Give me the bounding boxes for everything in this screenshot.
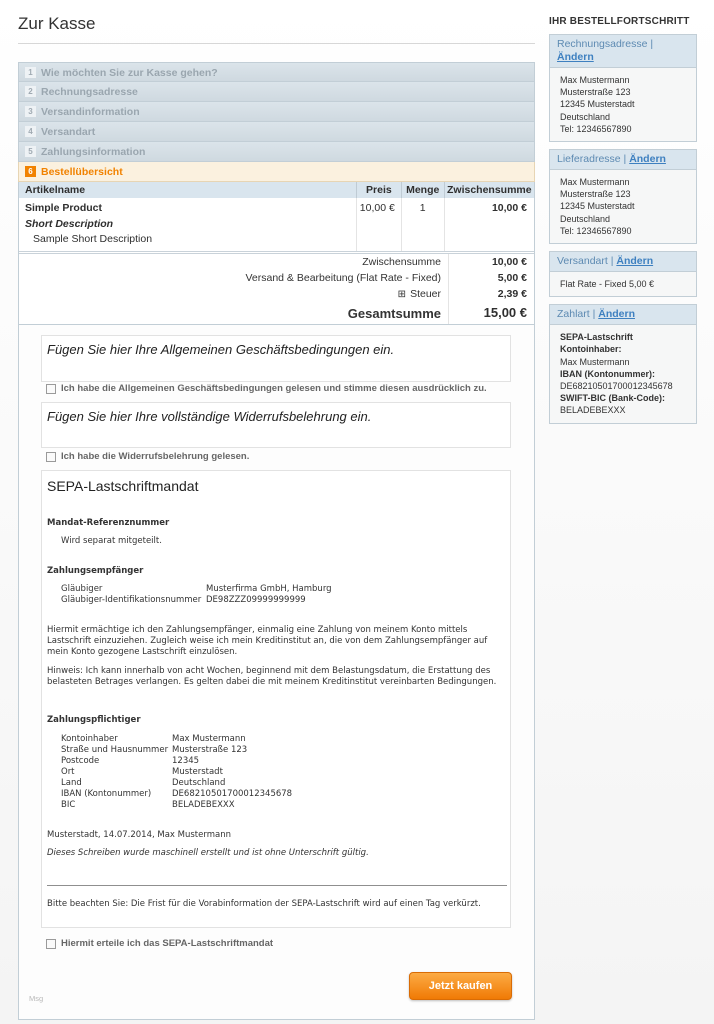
change-billing-link[interactable]: Ändern — [557, 51, 594, 63]
sepa-checkbox[interactable] — [46, 939, 56, 949]
step-shipping-method[interactable] — [18, 122, 535, 142]
step-number: 2 — [25, 86, 36, 97]
sepa-checkbox-label: Hiermit erteile ich das SEPA-Lastschriftmandat — [61, 938, 274, 949]
reference-heading: Mandat-Referenznummer — [47, 518, 170, 528]
payer-value: BELADEBEXXX — [172, 800, 235, 810]
tax-label: Steuer — [410, 288, 441, 300]
address-line: Musterstraße 123 — [560, 87, 631, 98]
notice-text: Bitte beachten Sie: Die Frist für die Vorabinformation der SEPA-Lastschrift wird auf einen Tag verkürzt. — [47, 899, 481, 909]
hint-text: belasteten Betrages verlangen. Es gelten dabei die mit meinem Kreditinstitut vereinbarten Bedingungen. — [47, 677, 497, 687]
step-label: Bestellübersicht — [41, 166, 123, 178]
billing-title: Rechnungsadresse — [557, 38, 648, 50]
checkout-main — [18, 14, 535, 1020]
address-line: Tel: 12346567890 — [560, 225, 632, 236]
payer-value: 12345 — [172, 756, 200, 766]
payer-label: IBAN (Kontonummer) — [61, 789, 152, 799]
tax-row[interactable] — [19, 286, 534, 302]
subtotal-label: Zwischensumme — [362, 256, 441, 268]
widerruf-checkbox[interactable] — [46, 452, 56, 462]
address-line: 12345 Musterstadt — [560, 201, 635, 212]
payment-progress: Zahlart | Ändern SEPA-Lastschrift Kontoinhaber: Max Mustermann IBAN (Kontonummer): DE68210501700012345678 SWIFT-BIC (Bank-Code): BELADEBEXXX — [549, 304, 697, 423]
column-header: Artikelname — [19, 182, 356, 198]
column-header: Menge — [401, 182, 444, 198]
hint-text: Hinweis: Ich kann innerhalb von acht Wochen, beginnend mit dem Belastungsdatum, die Erstattung des — [47, 666, 491, 676]
shipping-progress: Lieferadresse | Ändern Max Mustermann Musterstraße 123 12345 Musterstadt Deutschland Tel: 12346567890 — [549, 149, 697, 244]
shipping-row — [19, 270, 534, 286]
progress-sidebar — [549, 16, 697, 431]
machine-note: Dieses Schreiben wurde maschinell erstellt und ist ohne Unterschrift gültig. — [47, 848, 369, 858]
shipping-method-value: Flat Rate - Fixed 5,00 € — [560, 279, 655, 290]
bic-value: BELADEBEXXX — [560, 405, 626, 416]
payer-value: Max Mustermann — [172, 734, 246, 744]
divider — [47, 885, 507, 886]
shipping-title: Lieferadresse — [557, 153, 621, 166]
checkout-steps — [18, 62, 535, 182]
address-line: Musterstraße 123 — [560, 189, 631, 200]
item-price: 10,00 € — [356, 198, 401, 251]
step-review — [18, 162, 535, 182]
creditor-value: Musterfirma GmbH, Hamburg — [206, 584, 332, 594]
payer-label: Ort — [61, 767, 75, 777]
creditor-id-value: DE98ZZZ09999999999 — [206, 595, 306, 605]
grand-total-value: 15,00 € — [448, 302, 534, 324]
address-line: Deutschland — [560, 111, 611, 122]
step-label: Rechnungsadresse — [41, 86, 138, 98]
step-number: 5 — [25, 146, 36, 157]
step-payment[interactable] — [18, 142, 535, 162]
shipping-label: Versand & Bearbeitung (Flat Rate - Fixed) — [245, 272, 441, 284]
buy-now-button[interactable]: Jetzt kaufen — [409, 972, 512, 1000]
page-title: Zur Kasse — [18, 14, 535, 44]
payer-label: Kontoinhaber — [61, 734, 118, 744]
address-line: Max Mustermann — [560, 177, 630, 188]
agreements-section — [18, 325, 535, 1020]
agb-checkbox-row[interactable] — [46, 383, 487, 394]
payment-method: SEPA-Lastschrift — [560, 332, 633, 343]
signature-line: Musterstadt, 14.07.2014, Max Mustermann — [47, 830, 231, 840]
table-row — [19, 198, 534, 251]
change-payment-link[interactable]: Ändern — [598, 308, 635, 321]
address-line: Deutschland — [560, 213, 611, 224]
step-billing[interactable] — [18, 82, 535, 102]
address-line: Tel: 12346567890 — [560, 123, 632, 134]
agb-checkbox[interactable] — [46, 384, 56, 394]
sidebar-title: IHR BESTELLFORTSCHRITT — [549, 16, 690, 27]
column-header: Zwischensumme — [444, 182, 534, 198]
step-number: 3 — [25, 106, 36, 117]
widerruf-box — [41, 402, 511, 448]
subtotal-row — [19, 254, 534, 270]
bic-label: SWIFT-BIC (Bank-Code): — [560, 393, 665, 404]
payer-heading: Zahlungspflichtiger — [47, 715, 141, 725]
holder-value: Max Mustermann — [560, 356, 630, 367]
grand-total-label: Gesamtsumme — [347, 305, 441, 321]
iban-value: DE68210501700012345678 — [560, 381, 673, 392]
payer-value: Musterstadt — [172, 767, 223, 777]
order-totals — [19, 251, 534, 324]
faint-label: Msg — [29, 994, 44, 1003]
product-name: Simple Product — [25, 202, 103, 214]
step-label: Zahlungsinformation — [41, 146, 146, 158]
expand-icon[interactable]: ⊞ — [397, 289, 407, 300]
address-line: 12345 Musterstadt — [560, 99, 635, 110]
agb-checkbox-label: Ich habe die Allgemeinen Geschäftsbedingungen gelesen und stimme diesen ausdrücklich zu. — [61, 383, 487, 394]
payer-value: DE68210501700012345678 — [172, 789, 293, 799]
authorization-text: Lastschrift einzuziehen. Zugleich weise ich mein Kreditinstitut an, die von dem Zahlungsempfänger auf — [47, 636, 488, 646]
payer-label: Postcode — [61, 756, 100, 766]
grand-total-row — [19, 302, 534, 324]
step-number: 4 — [25, 126, 36, 137]
reference-text: Wird separat mitgeteilt. — [61, 536, 162, 546]
change-shipping-method-link[interactable]: Ändern — [616, 255, 654, 268]
address-line: Max Mustermann — [560, 75, 630, 85]
step-label: Wie möchten Sie zur Kasse gehen? — [41, 67, 218, 79]
sepa-checkbox-row[interactable] — [46, 938, 273, 949]
step-label: Versandart — [41, 126, 96, 138]
widerruf-text: Fügen Sie hier Ihre vollständige Widerrufsbelehrung ein. — [47, 409, 372, 424]
change-shipping-link[interactable]: Ändern — [629, 153, 666, 166]
iban-label: IBAN (Kontonummer): — [560, 368, 655, 379]
payer-value: Musterstraße 123 — [172, 745, 248, 755]
widerruf-checkbox-label: Ich habe die Widerrufsbelehrung gelesen. — [61, 451, 250, 462]
order-review — [18, 182, 535, 325]
shipping-method-progress: Versandart | Ändern Flat Rate - Fixed 5,00 € — [549, 251, 697, 297]
authorization-text: mein Konto gezogene Lastschrift einzulösen. — [47, 647, 238, 657]
tax-value: 2,39 € — [448, 286, 534, 302]
step-shipping-info[interactable] — [18, 102, 535, 122]
payer-label: Land — [61, 778, 82, 788]
short-description: Sample Short Description — [33, 233, 153, 245]
payer-label: BIC — [61, 800, 76, 810]
payer-label: Straße und Hausnummer — [61, 745, 169, 755]
holder-label: Kontoinhaber: — [560, 344, 622, 355]
shipping-method-title: Versandart — [557, 255, 608, 268]
authorization-text: Hiermit ermächtige ich den Zahlungsempfänger, einmalig eine Zahlung von meinem Konto mittels — [47, 625, 468, 635]
subtotal-value: 10,00 € — [448, 254, 534, 270]
payment-title: Zahlart — [557, 308, 590, 321]
billing-progress: Rechnungsadresse | Ändern Max Mustermann Musterstraße 123 12345 Musterstadt Deutschland Tel: 12346567890 — [549, 34, 697, 142]
step-number: 6 — [25, 166, 36, 177]
shipping-value: 5,00 € — [448, 270, 534, 286]
sepa-mandate-box — [41, 470, 511, 928]
sepa-title: SEPA-Lastschriftmandat — [47, 478, 199, 494]
payer-value: Deutschland — [172, 778, 226, 788]
item-subtotal: 10,00 € — [491, 202, 527, 214]
short-description-label: Short Description — [25, 218, 114, 230]
step-checkout-method[interactable] — [18, 62, 535, 82]
payee-heading: Zahlungsempfänger — [47, 566, 144, 576]
column-header: Preis — [356, 182, 401, 198]
creditor-label: Gläubiger — [61, 584, 103, 594]
agb-box — [41, 335, 511, 382]
order-items-table — [19, 182, 534, 251]
step-label: Versandinformation — [41, 106, 140, 118]
agb-text: Fügen Sie hier Ihre Allgemeinen Geschäftsbedingungen ein. — [47, 342, 395, 357]
item-qty: 1 — [401, 198, 444, 251]
creditor-id-label: Gläubiger-Identifikationsnummer — [61, 595, 202, 605]
step-number: 1 — [25, 67, 36, 78]
widerruf-checkbox-row[interactable] — [46, 451, 249, 462]
